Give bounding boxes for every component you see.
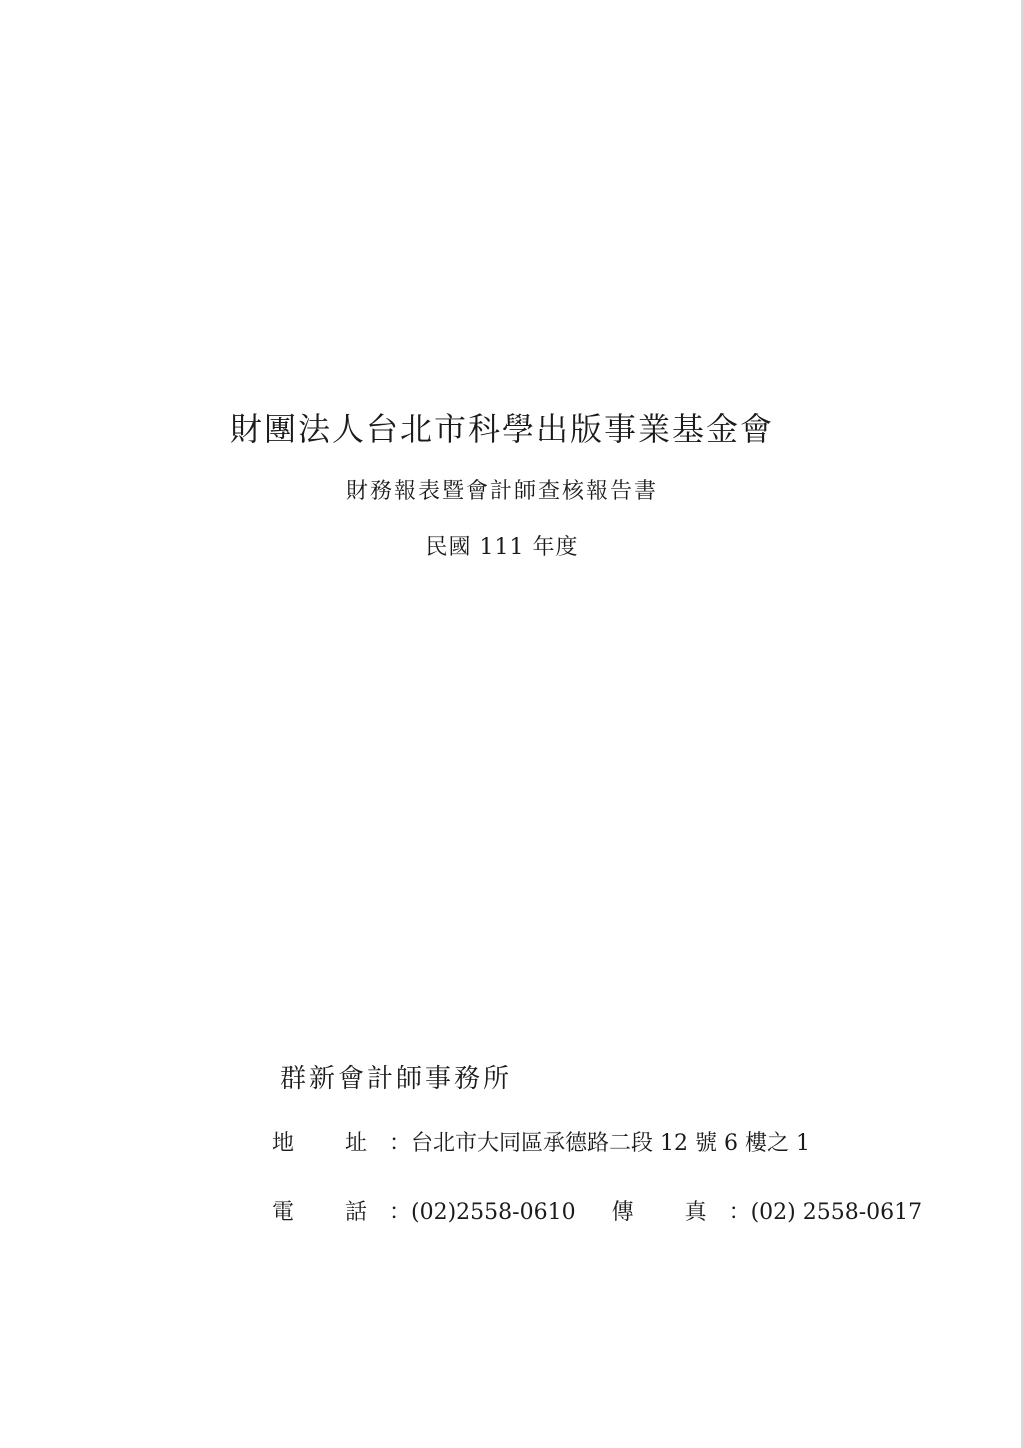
firm-contact xyxy=(272,1195,922,1226)
report-title: 財務報表暨會計師查核報告書 xyxy=(345,479,658,504)
phone-label: 電 話 xyxy=(272,1200,389,1225)
address-value: ：台北市大同區承德路二段 12 號 6 樓之 1 xyxy=(389,1131,810,1156)
accounting-firm-name: 群新會計師事務所 xyxy=(280,1064,513,1094)
fax-label: 傳 真 xyxy=(611,1200,729,1225)
fiscal-year: 民國 111 年度 xyxy=(425,535,579,560)
fax-value: ：(02) 2558-0617 xyxy=(728,1200,923,1225)
address-label: 地 址 xyxy=(272,1131,389,1156)
phone-value: ：(02)2558-0610 xyxy=(389,1200,576,1225)
firm-address xyxy=(272,1126,810,1157)
organization-title: 財團法人台北市科學出版事業基金會 xyxy=(229,410,774,448)
